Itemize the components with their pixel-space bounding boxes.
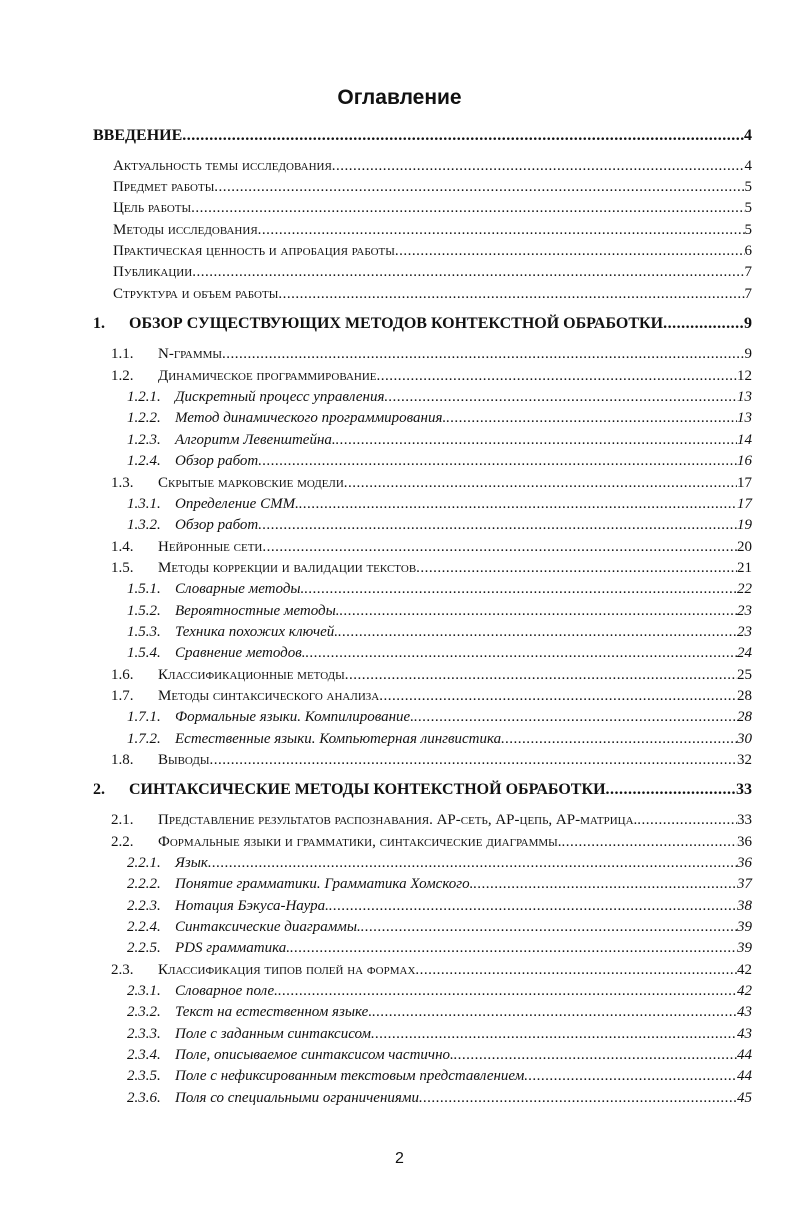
toc-entry-page: 9 [744, 346, 752, 362]
toc-entry-title: ВВЕДЕНИЕ [93, 127, 183, 144]
toc-entry-page: 7 [744, 264, 752, 280]
toc-entry-title: Практическая ценность и апробация работы [113, 243, 395, 259]
toc-entry-number: 2.3.4. [127, 1047, 161, 1063]
toc-leader-dots [606, 780, 736, 800]
toc-leader-dots [395, 241, 745, 261]
toc-entry-number: 1.7.2. [127, 731, 161, 747]
toc-leader-dots [304, 579, 737, 599]
toc-entry[interactable] [127, 1024, 752, 1044]
toc-entry[interactable] [111, 665, 752, 685]
toc-entry-page: 43 [737, 1004, 752, 1020]
toc-entry-number: 1.3. [111, 475, 134, 491]
toc-entry-page: 13 [737, 389, 752, 405]
toc-entry[interactable] [127, 1002, 752, 1022]
toc-entry-page: 23 [737, 624, 752, 640]
toc-entry[interactable] [93, 126, 752, 146]
toc-entry-page: 9 [744, 315, 752, 332]
toc-entry-page: 45 [737, 1090, 752, 1106]
toc-entry[interactable] [127, 494, 752, 514]
toc-entry-title: Обзор работ [175, 517, 259, 533]
toc-leader-dots [637, 810, 737, 830]
page-number: 2 [395, 1150, 404, 1167]
toc-entry-title: Динамическое программирование [158, 368, 377, 384]
toc-entry-number: 2.3.6. [127, 1090, 161, 1106]
toc-leader-dots [258, 451, 737, 471]
toc-entry-page: 30 [737, 731, 752, 747]
toc-leader-dots [214, 177, 744, 197]
toc-entry[interactable] [127, 579, 752, 599]
toc-entry-page: 28 [737, 709, 752, 725]
toc-entry-page: 13 [737, 410, 752, 426]
toc-leader-dots [663, 314, 744, 334]
toc-entry-title: Цель работы [113, 200, 192, 216]
toc-entry-title: Предмет работы [113, 179, 215, 195]
toc-entry-page: 23 [737, 603, 752, 619]
toc-entry-page: 14 [737, 432, 752, 448]
toc-entry-number: 1. [93, 315, 105, 332]
toc-entry-page: 43 [737, 1026, 752, 1042]
toc-entry-number: 1.2. [111, 368, 134, 384]
toc-entry[interactable] [127, 643, 752, 663]
toc-entry-page: 12 [737, 368, 752, 384]
toc-leader-dots [338, 622, 737, 642]
toc-entry-title: Словарные методы. [175, 581, 305, 597]
toc-entry-page: 36 [737, 834, 752, 850]
toc-entry-page: 5 [744, 179, 752, 195]
toc-entry-title: Формальные языки и грамматики, синтаксические диаграммы. [158, 834, 562, 850]
toc-leader-dots [371, 1024, 737, 1044]
toc-entry-number: 2.3. [111, 962, 134, 978]
toc-entry[interactable] [127, 938, 752, 958]
toc-entry-number: 1.2.3. [127, 432, 161, 448]
toc-entry[interactable] [113, 262, 752, 282]
toc-entry-title: Алгоритм Левенштейна. [175, 432, 336, 448]
toc-entry[interactable] [127, 515, 752, 535]
toc-leader-dots [305, 643, 737, 663]
toc-entry-page: 25 [737, 667, 752, 683]
toc-entry-number: 1.3.2. [127, 517, 161, 533]
toc-entry-title: Текст на естественном языке. [175, 1004, 373, 1020]
toc-entry-title: N-граммы [158, 346, 222, 362]
toc-entry-number: 2. [93, 781, 105, 798]
toc-entry-title: Техника похожих ключей. [175, 624, 339, 640]
toc-entry-title: Методы синтаксического анализа [158, 688, 380, 704]
toc-leader-dots [278, 284, 744, 304]
toc-entry-number: 1.2.1. [127, 389, 161, 405]
toc-entry-title: Методы коррекции и валидации текстов [158, 560, 417, 576]
toc-entry-page: 4 [744, 127, 752, 144]
toc-leader-dots [377, 366, 737, 386]
toc-entry-number: 2.3.1. [127, 983, 161, 999]
toc-entry-number: 2.1. [111, 812, 134, 828]
toc-entry-number: 1.6. [111, 667, 134, 683]
toc-entry-title: Поле, описываемое синтаксисом частично. [175, 1047, 454, 1063]
toc-entry[interactable] [111, 366, 752, 386]
toc-entry[interactable] [111, 750, 752, 770]
toc-entry[interactable] [127, 1066, 752, 1086]
toc-entry-title: Формальные языки. Компилирование. [175, 709, 414, 725]
toc-leader-dots [278, 981, 737, 1001]
toc-leader-dots [501, 729, 737, 749]
toc-entry-title: Актуальность темы исследования [113, 158, 332, 174]
toc-entry-title: Синтаксические диаграммы. [175, 919, 361, 935]
toc-leader-dots [524, 1066, 737, 1086]
toc-entry[interactable] [127, 1045, 752, 1065]
toc-entry[interactable] [127, 387, 752, 407]
toc-leader-dots [222, 344, 745, 364]
toc-entry-title: Методы исследования [113, 222, 258, 238]
toc-leader-dots [473, 874, 737, 894]
toc-leader-dots [446, 408, 737, 428]
toc-entry[interactable] [113, 177, 752, 197]
toc-entry-number: 1.7.1. [127, 709, 161, 725]
toc-entry-page: 28 [737, 688, 752, 704]
toc-leader-dots [208, 853, 737, 873]
toc-entry-number: 1.5.1. [127, 581, 161, 597]
toc-leader-dots [258, 220, 745, 240]
toc-entry-title: Определение СММ. [175, 496, 299, 512]
toc-entry-title: Язык [175, 855, 208, 871]
toc-entry-page: 33 [737, 812, 752, 828]
toc-leader-dots [419, 1088, 737, 1108]
toc-leader-dots [384, 387, 737, 407]
toc-entry-number: 1.5.3. [127, 624, 161, 640]
toc-entry-number: 1.4. [111, 539, 134, 555]
toc-entry-title: Сравнение методов. [175, 645, 306, 661]
toc-leader-dots [262, 537, 737, 557]
toc-entry[interactable] [111, 810, 752, 830]
toc-leader-dots [192, 262, 744, 282]
toc-entry-number: 1.5. [111, 560, 134, 576]
toc-entry[interactable] [127, 729, 752, 749]
toc-entry-page: 7 [744, 286, 752, 302]
toc-leader-dots [372, 1002, 737, 1022]
toc-leader-dots [416, 558, 737, 578]
toc-entry-title: Поля со специальными ограничениями [175, 1090, 419, 1106]
toc-entry-page: 39 [737, 940, 752, 956]
toc-entry-number: 1.3.1. [127, 496, 161, 512]
toc-entry[interactable] [113, 220, 752, 240]
toc-entry[interactable] [127, 408, 752, 428]
toc-leader-dots [258, 515, 737, 535]
toc-entry[interactable] [111, 686, 752, 706]
toc-entry-page: 21 [737, 560, 752, 576]
toc-entry-page: 44 [737, 1068, 752, 1084]
toc-entry-number: 1.5.2. [127, 603, 161, 619]
toc-entry-page: 5 [744, 222, 752, 238]
toc-entry-number: 1.1. [111, 346, 134, 362]
toc-leader-dots [414, 707, 737, 727]
toc-entry-page: 36 [737, 855, 752, 871]
toc-entry[interactable] [127, 451, 752, 471]
toc-entry[interactable] [111, 960, 752, 980]
toc-entry-title: Нотация Бэкуса-Наура. [175, 898, 329, 914]
toc-entry-title: Словарное поле. [175, 983, 278, 999]
toc-entry-page: 37 [737, 876, 752, 892]
toc-entry-page: 5 [744, 200, 752, 216]
toc-entry-number: 1.2.4. [127, 453, 161, 469]
toc-entry-page: 17 [737, 496, 752, 512]
toc-entry-number: 2.3.2. [127, 1004, 161, 1020]
toc-entry-number: 1.5.4. [127, 645, 161, 661]
toc-entry[interactable] [127, 853, 752, 873]
toc-entry-title: Вероятностные методы. [175, 603, 340, 619]
toc-leader-dots [344, 473, 737, 493]
toc-entry[interactable] [111, 473, 752, 493]
toc-leader-dots [191, 198, 744, 218]
toc-entry[interactable] [93, 314, 752, 334]
toc-entry[interactable] [111, 344, 752, 364]
toc-entry-title: ОБЗОР СУЩЕСТВУЮЩИХ МЕТОДОВ КОНТЕКСТНОЙ ОБРАБОТКИ [129, 315, 664, 332]
toc-entry-title: Скрытые марковские модели [158, 475, 344, 491]
toc-entry[interactable] [113, 156, 752, 176]
toc-entry[interactable] [113, 241, 752, 261]
toc-entry[interactable] [127, 1088, 752, 1108]
toc-entry-title: Естественные языки. Компьютерная лингвистика [175, 731, 502, 747]
toc-entry-title: Нейронные сети [158, 539, 263, 555]
toc-entry[interactable] [127, 874, 752, 894]
toc-entry-number: 2.3.3. [127, 1026, 161, 1042]
toc-leader-dots [332, 156, 745, 176]
toc-entry-title: Классификационные методы [158, 667, 345, 683]
toc-entry[interactable] [127, 601, 752, 621]
toc-entry[interactable] [127, 917, 752, 937]
toc-entry[interactable] [127, 896, 752, 916]
toc-entry-number: 2.2.3. [127, 898, 161, 914]
toc-entry-page: 16 [737, 453, 752, 469]
toc-entry-page: 19 [737, 517, 752, 533]
toc-entry-page: 42 [737, 983, 752, 999]
toc-entry-number: 1.2.2. [127, 410, 161, 426]
toc-entry-title: Обзор работ [175, 453, 259, 469]
toc-entry-number: 2.2. [111, 834, 134, 850]
toc-entry[interactable] [127, 430, 752, 450]
toc-entry-number: 1.8. [111, 752, 134, 768]
toc-entry-number: 2.2.4. [127, 919, 161, 935]
toc-entry[interactable] [111, 832, 752, 852]
toc-entry[interactable] [93, 780, 752, 800]
toc-entry[interactable] [127, 981, 752, 1001]
toc-entry-number: 2.2.2. [127, 876, 161, 892]
toc-leader-dots [336, 430, 737, 450]
toc-entry-title: Дискретный процесс управления [175, 389, 385, 405]
toc-leader-dots [361, 917, 737, 937]
toc-leader-dots [340, 601, 737, 621]
toc-leader-dots [454, 1045, 737, 1065]
toc-entry-page: 32 [737, 752, 752, 768]
toc-leader-dots [562, 832, 737, 852]
page-title: Оглавление [337, 86, 462, 109]
toc-entry-number: 2.2.1. [127, 855, 161, 871]
toc-entry-title: Поле с заданным синтаксисом [175, 1026, 371, 1042]
toc-entry-page: 44 [737, 1047, 752, 1063]
toc-leader-dots [415, 960, 737, 980]
toc-entry-title: Понятие грамматики. Грамматика Хомского. [175, 876, 474, 892]
toc-entry-number: 1.7. [111, 688, 134, 704]
toc-entry[interactable] [127, 707, 752, 727]
toc-entry-title: Представление результатов распознавания. АР-сеть, АР-цепь, АР-матрица. [158, 812, 638, 828]
toc-leader-dots [182, 126, 744, 146]
toc-entry-number: 2.3.5. [127, 1068, 161, 1084]
toc-entry-page: 4 [744, 158, 752, 174]
toc-entry-page: 17 [737, 475, 752, 491]
toc-entry[interactable] [127, 622, 752, 642]
toc-entry[interactable] [111, 537, 752, 557]
toc-entry[interactable] [113, 284, 752, 304]
toc-entry-page: 6 [744, 243, 752, 259]
toc-entry-title: PDS грамматика. [175, 940, 290, 956]
toc-entry-page: 24 [737, 645, 752, 661]
toc-leader-dots [345, 665, 737, 685]
toc-entry-title: Выводы [158, 752, 210, 768]
toc-entry[interactable] [111, 558, 752, 578]
toc-entry-title: Публикации [113, 264, 193, 280]
toc-leader-dots [209, 750, 737, 770]
toc-entry-page: 22 [737, 581, 752, 597]
toc-entry-title: Структура и объем работы [113, 286, 279, 302]
toc-entry-page: 42 [737, 962, 752, 978]
toc-entry[interactable] [113, 198, 752, 218]
toc-entry-page: 33 [736, 781, 752, 798]
toc-entry-title: Классификация типов полей на формах [158, 962, 416, 978]
toc-leader-dots [299, 494, 737, 514]
toc-entry-title: СИНТАКСИЧЕСКИЕ МЕТОДЫ КОНТЕКСТНОЙ ОБРАБОТКИ [129, 781, 606, 798]
toc-entry-number: 2.2.5. [127, 940, 161, 956]
toc-leader-dots [290, 938, 737, 958]
toc-entry-title: Поле с нефиксированным текстовым представлением [175, 1068, 525, 1084]
toc-entry-page: 39 [737, 919, 752, 935]
toc-leader-dots [379, 686, 737, 706]
toc-leader-dots [329, 896, 737, 916]
toc-entry-page: 20 [737, 539, 752, 555]
toc-entry-title: Метод динамического программирования. [175, 410, 447, 426]
toc-entry-page: 38 [737, 898, 752, 914]
